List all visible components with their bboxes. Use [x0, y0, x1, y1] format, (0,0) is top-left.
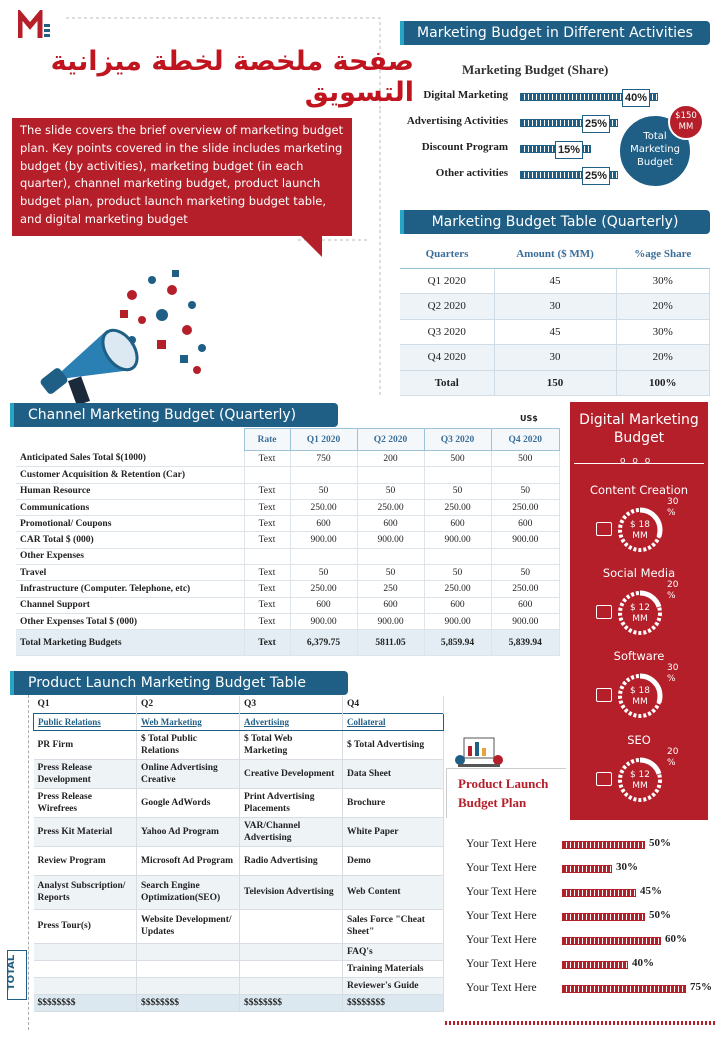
table-cell: Text	[244, 613, 290, 629]
table-cell: 50	[357, 483, 424, 499]
table-cell	[424, 467, 491, 483]
activities-heading: Marketing Budget in Different Activities	[400, 21, 710, 45]
table-cell: 250.00	[491, 499, 560, 515]
table-cell	[357, 467, 424, 483]
table-cell: Other Expenses	[16, 548, 244, 564]
table-cell	[240, 943, 343, 960]
plan-item-percent: 50%	[649, 837, 671, 849]
column-header: Q4 2020	[491, 429, 560, 451]
table-cell: Text	[244, 516, 290, 532]
total-cell: $$$$$$$$	[343, 994, 444, 1011]
channel-table	[16, 428, 560, 656]
table-cell: 900.00	[491, 613, 560, 629]
category-header: Collateral	[343, 713, 444, 730]
table-row	[400, 345, 710, 371]
table-cell: Website Development/ Updates	[137, 909, 240, 943]
table-row	[16, 565, 560, 581]
table-row	[16, 516, 560, 532]
plan-item-percent: 75%	[690, 981, 712, 993]
total-label: TOTAL	[6, 954, 18, 991]
table-cell: 600	[424, 516, 491, 532]
table-cell: 45	[494, 319, 616, 345]
column-header: Rate	[244, 429, 290, 451]
table-cell: 900.00	[290, 613, 357, 629]
digital-item-percent: 20 %	[667, 580, 679, 601]
plan-item-label: Your Text Here	[466, 838, 537, 850]
digital-item-percent: 30 %	[667, 663, 679, 684]
table-cell: White Paper	[343, 817, 444, 846]
table-cell: Data Sheet	[343, 759, 444, 788]
table-row	[16, 499, 560, 515]
table-cell: 600	[424, 597, 491, 613]
table-cell: Sales Force "Cheat Sheet"	[343, 909, 444, 943]
total-cell: $$$$$$$$	[137, 994, 240, 1011]
quarterly-heading: Marketing Budget Table (Quarterly)	[400, 210, 710, 234]
table-cell: 600	[357, 597, 424, 613]
table-row	[34, 817, 444, 846]
column-header: %age Share	[616, 240, 710, 268]
activity-label: Discount Program	[421, 141, 508, 153]
table-cell: 50	[491, 565, 560, 581]
quarter-header-row	[34, 696, 444, 713]
launch-plan-icon	[454, 730, 504, 770]
plan-item-bar	[562, 985, 686, 993]
table-cell: 900.00	[491, 532, 560, 548]
table-cell: 250.00	[424, 499, 491, 515]
activity-percent: 15%	[555, 141, 583, 159]
total-cell: $$$$$$$$	[240, 994, 343, 1011]
table-cell: Text	[244, 565, 290, 581]
activity-label: Other activities	[435, 167, 508, 179]
table-row	[400, 294, 710, 320]
table-cell: Press Release Wirefrees	[34, 788, 137, 817]
table-row	[34, 960, 444, 977]
table-cell: Print Advertising Placements	[240, 788, 343, 817]
total-budget-value: $150 MM	[675, 111, 697, 132]
column-header: Quarters	[400, 240, 494, 268]
plan-item-label: Your Text Here	[466, 886, 537, 898]
table-cell: 750	[290, 451, 357, 467]
activity-percent: 40%	[622, 89, 650, 107]
table-cell: Infrastructure (Computer. Telephone, etc)	[16, 581, 244, 597]
digital-item-amount: $ 18 MM	[629, 520, 651, 541]
digital-heading: Digital Marketing Budget	[579, 412, 699, 446]
table-cell: Training Materials	[343, 960, 444, 977]
table-cell: Yahoo Ad Program	[137, 817, 240, 846]
table-cell: Human Resource	[16, 483, 244, 499]
table-cell: Radio Advertising	[240, 846, 343, 875]
table-row	[34, 943, 444, 960]
quarter-header: Q1	[34, 696, 137, 713]
table-cell	[424, 548, 491, 564]
table-cell: Travel	[16, 565, 244, 581]
table-row	[34, 759, 444, 788]
table-cell: Creative Development	[240, 759, 343, 788]
table-cell: 900.00	[357, 532, 424, 548]
table-cell: Review Program	[34, 846, 137, 875]
table-cell: 50	[290, 483, 357, 499]
table-cell	[240, 909, 343, 943]
digital-item-icon	[596, 688, 612, 702]
table-cell	[137, 943, 240, 960]
table-cell: Channel Support	[16, 597, 244, 613]
table-row	[16, 613, 560, 629]
channel-unit: US$	[520, 414, 538, 423]
table-row	[400, 319, 710, 345]
table-cell: 900.00	[290, 532, 357, 548]
digital-item-amount: $ 12 MM	[629, 770, 651, 791]
table-cell: 600	[290, 597, 357, 613]
activity-percent: 25%	[582, 167, 610, 185]
table-cell: Other Expenses Total $ (000)	[16, 613, 244, 629]
table-cell: 30%	[616, 268, 710, 294]
empty-header-cell	[16, 429, 244, 451]
digital-item-icon	[596, 522, 612, 536]
table-cell: 250.00	[290, 499, 357, 515]
plan-item-label: Your Text Here	[466, 982, 537, 994]
table-cell	[290, 548, 357, 564]
table-cell: Text	[244, 630, 290, 656]
table-row	[16, 451, 560, 467]
table-cell	[137, 977, 240, 994]
plan-item-percent: 30%	[616, 861, 638, 873]
table-cell: 600	[491, 516, 560, 532]
activity-percent: 25%	[582, 115, 610, 133]
table-cell	[357, 548, 424, 564]
table-cell: Q1 2020	[400, 268, 494, 294]
table-cell: 200	[357, 451, 424, 467]
launch-table	[33, 696, 444, 1012]
table-row	[400, 268, 710, 294]
table-cell: 5,839.94	[491, 630, 560, 656]
table-row	[34, 875, 444, 909]
table-row	[16, 630, 560, 656]
table-cell: 6,379.75	[290, 630, 357, 656]
table-cell: 50	[424, 565, 491, 581]
table-cell: 20%	[616, 294, 710, 320]
description-box-tail	[300, 235, 322, 257]
table-cell: 5811.05	[357, 630, 424, 656]
table-cell: Q3 2020	[400, 319, 494, 345]
table-cell: Text	[244, 499, 290, 515]
table-cell: CAR Total $ (000)	[16, 532, 244, 548]
table-cell: PR Firm	[34, 730, 137, 759]
megaphone-illustration	[32, 260, 222, 410]
table-cell: VAR/Channel Advertising	[240, 817, 343, 846]
table-cell	[34, 960, 137, 977]
table-row	[34, 788, 444, 817]
activities-subtitle: Marketing Budget (Share)	[462, 62, 609, 77]
plan-item-percent: 60%	[665, 933, 687, 945]
table-cell: 250.00	[290, 581, 357, 597]
digital-item-amount: $ 12 MM	[629, 603, 651, 624]
total-budget-label: Total Marketing Budget	[630, 131, 680, 168]
plan-item-bar	[562, 937, 661, 945]
table-cell: 600	[290, 516, 357, 532]
total-cell: $$$$$$$$	[34, 994, 137, 1011]
quarter-header: Q2	[137, 696, 240, 713]
table-cell: Customer Acquisition & Retention (Car)	[16, 467, 244, 483]
digital-item-label: Software	[613, 649, 665, 663]
table-row	[16, 467, 560, 483]
table-cell	[290, 467, 357, 483]
plan-item-bar	[562, 865, 612, 873]
table-row	[34, 846, 444, 875]
table-cell: Text	[244, 451, 290, 467]
table-cell: Television Advertising	[240, 875, 343, 909]
table-row	[16, 483, 560, 499]
totals-row	[34, 994, 444, 1011]
table-cell: Press Tour(s)	[34, 909, 137, 943]
page-title: صفحة ملخصة لخطة ميزانية التسويق	[50, 46, 414, 108]
table-cell: 100%	[616, 370, 710, 396]
table-cell: 30	[494, 294, 616, 320]
digital-divider-dots: o o o	[620, 456, 653, 466]
table-cell: Total Marketing Budgets	[16, 630, 244, 656]
digital-item-label: Social Media	[602, 566, 676, 580]
table-cell: 20%	[616, 345, 710, 371]
digital-item-percent: 20 %	[667, 747, 679, 768]
table-cell: 50	[290, 565, 357, 581]
digital-item-label: SEO	[627, 733, 651, 747]
table-cell: 50	[424, 483, 491, 499]
table-cell: 600	[357, 516, 424, 532]
table-row	[16, 581, 560, 597]
plan-item-label: Your Text Here	[466, 934, 537, 946]
quarterly-table	[400, 240, 710, 396]
table-cell: $ Total Advertising	[343, 730, 444, 759]
launch-plan-heading: Product Launch Budget Plan	[458, 776, 549, 810]
plan-item-percent: 45%	[640, 885, 662, 897]
table-row	[16, 548, 560, 564]
table-cell: Reviewer's Guide	[343, 977, 444, 994]
table-cell: Search Engine Optimization(SEO)	[137, 875, 240, 909]
column-header: Q2 2020	[357, 429, 424, 451]
table-cell: Google AdWords	[137, 788, 240, 817]
quarter-header: Q4	[343, 696, 444, 713]
table-cell: Online Advertising Creative	[137, 759, 240, 788]
table-cell: 30%	[616, 319, 710, 345]
channel-heading: Channel Marketing Budget (Quarterly)	[10, 403, 338, 427]
table-cell: 5,859.94	[424, 630, 491, 656]
table-cell: 900.00	[357, 613, 424, 629]
table-cell: 900.00	[424, 532, 491, 548]
table-cell: Demo	[343, 846, 444, 875]
table-cell: 50	[357, 565, 424, 581]
table-cell	[240, 960, 343, 977]
launch-table-heading: Product Launch Marketing Budget Table	[10, 671, 348, 695]
activity-label: Advertising Activities	[406, 115, 508, 127]
table-cell: Q4 2020	[400, 345, 494, 371]
table-cell: 150	[494, 370, 616, 396]
plan-item-bar	[562, 889, 636, 897]
table-cell: FAQ's	[343, 943, 444, 960]
table-cell: Press Kit Material	[34, 817, 137, 846]
table-cell: Text	[244, 597, 290, 613]
table-cell: Text	[244, 581, 290, 597]
table-cell	[34, 977, 137, 994]
activity-label: Digital Marketing	[423, 89, 508, 101]
table-row	[34, 977, 444, 994]
table-cell: Press Release Development	[34, 759, 137, 788]
column-header: Amount ($ MM)	[494, 240, 616, 268]
table-cell: Text	[244, 483, 290, 499]
table-cell: Microsoft Ad Program	[137, 846, 240, 875]
table-cell: Analyst Subscription/ Reports	[34, 875, 137, 909]
table-cell	[34, 943, 137, 960]
digital-item-label: Content Creation	[589, 483, 689, 497]
category-header: Web Marketing	[137, 713, 240, 730]
column-header: Q3 2020	[424, 429, 491, 451]
table-cell: 900.00	[424, 613, 491, 629]
plan-item-label: Your Text Here	[466, 958, 537, 970]
plan-item-label: Your Text Here	[466, 862, 537, 874]
table-cell: Brochure	[343, 788, 444, 817]
column-header: Q1 2020	[290, 429, 357, 451]
table-cell	[491, 548, 560, 564]
table-cell	[244, 467, 290, 483]
table-cell: 250.00	[424, 581, 491, 597]
table-cell: 50	[491, 483, 560, 499]
table-cell: 600	[491, 597, 560, 613]
table-cell	[244, 548, 290, 564]
table-row	[34, 909, 444, 943]
table-row	[34, 730, 444, 759]
plan-item-label: Your Text Here	[466, 910, 537, 922]
digital-item-icon	[596, 605, 612, 619]
table-cell: 45	[494, 268, 616, 294]
table-cell: 500	[424, 451, 491, 467]
digital-item-icon	[596, 772, 612, 786]
table-row	[16, 532, 560, 548]
digital-item-percent: 30 %	[667, 497, 679, 518]
table-cell: Web Content	[343, 875, 444, 909]
plan-item-bar	[562, 961, 628, 969]
plan-item-percent: 50%	[649, 909, 671, 921]
description-text: The slide covers the brief overview of marketing budget plan. Key points covered in the slide includes marketing budget (by activities), marketing budget (in each quarter), channel marketing budget, product launch budget plan, product launch marketing budget table, and digital marketing budget	[20, 123, 344, 226]
table-cell: $ Total Public Relations	[137, 730, 240, 759]
table-cell: 250	[357, 581, 424, 597]
quarter-header: Q3	[240, 696, 343, 713]
table-cell	[240, 977, 343, 994]
digital-item-amount: $ 18 MM	[629, 686, 651, 707]
table-cell: $ Total Web Marketing	[240, 730, 343, 759]
plan-item-percent: 40%	[632, 957, 654, 969]
table-cell: Promotional/ Coupons	[16, 516, 244, 532]
table-cell: Communications	[16, 499, 244, 515]
table-row	[400, 370, 710, 396]
table-cell: Q2 2020	[400, 294, 494, 320]
category-header: Public Relations	[34, 713, 137, 730]
table-cell	[491, 467, 560, 483]
launch-plan-bottom-border	[445, 1021, 717, 1025]
category-header-row	[34, 713, 444, 730]
category-header: Advertising	[240, 713, 343, 730]
table-cell: 500	[491, 451, 560, 467]
table-cell: 250.00	[357, 499, 424, 515]
table-cell: 30	[494, 345, 616, 371]
table-cell: Anticipated Sales Total $(1000)	[16, 451, 244, 467]
plan-item-bar	[562, 841, 645, 849]
table-cell: 250.00	[491, 581, 560, 597]
table-row	[16, 597, 560, 613]
table-cell: Text	[244, 532, 290, 548]
table-cell	[137, 960, 240, 977]
table-cell: Total	[400, 370, 494, 396]
plan-item-bar	[562, 913, 645, 921]
